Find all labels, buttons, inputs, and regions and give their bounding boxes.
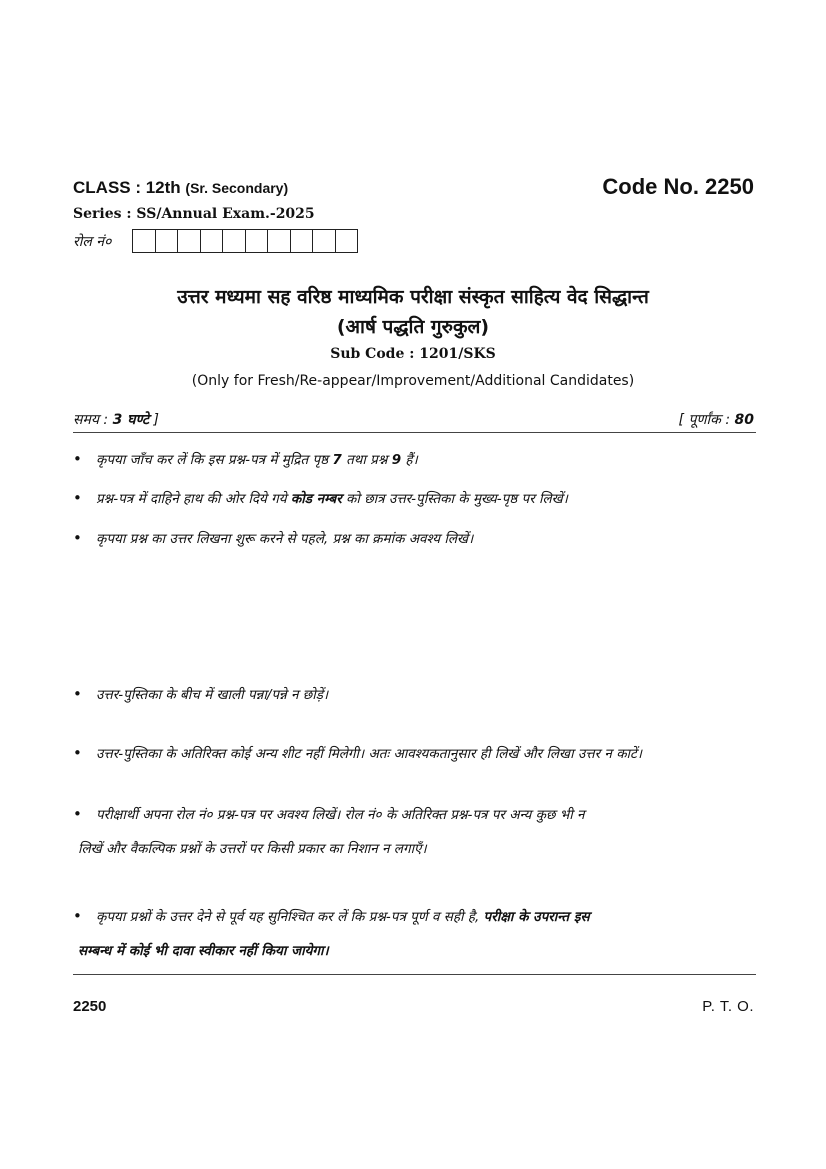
instruction-emphasis: सम्बन्ध में कोई भी दावा स्वीकार नहीं किया जायेगा। bbox=[78, 943, 329, 959]
roll-number-box[interactable] bbox=[313, 229, 336, 253]
exam-subtitle: (आर्ष पद्धति गुरुकुल) bbox=[336, 316, 490, 338]
roll-number-box[interactable] bbox=[291, 229, 314, 253]
bullet: • bbox=[73, 805, 82, 823]
instruction-text: कृपया जाँच कर लें कि इस प्रश्न-पत्र में मुद्रित पृष्ठ bbox=[96, 452, 333, 468]
roll-number-box[interactable] bbox=[133, 229, 156, 253]
instruction-item bbox=[73, 529, 756, 547]
instruction-text: कृपया प्रश्नों के उत्तर देने से पूर्व यह सुनिश्चित कर लें कि प्रश्न-पत्र पूर्ण व सही है, bbox=[96, 909, 484, 925]
marks-label: पूर्णांक : bbox=[688, 412, 735, 428]
roll-number-box[interactable] bbox=[336, 229, 359, 253]
instruction-item bbox=[73, 685, 756, 703]
roll-number-box[interactable] bbox=[201, 229, 224, 253]
instruction-emphasis: परीक्षा के उपरान्त इस bbox=[483, 909, 590, 925]
marks-bracket: [ bbox=[678, 412, 689, 428]
candidates-note: (Only for Fresh/Re-appear/Improvement/Additional Candidates) bbox=[191, 373, 635, 389]
question-count: 9 bbox=[391, 452, 402, 468]
time-bracket: ] bbox=[149, 412, 159, 428]
instruction-text: को छात्र उत्तर-पुस्तिका के मुख्य-पृष्ठ पर लिखें। bbox=[341, 491, 568, 507]
time-value: 3 घण्टे bbox=[112, 412, 150, 428]
instruction-text: परीक्षार्थी अपना रोल नं० प्रश्न-पत्र पर अवश्य लिखें। रोल नं० के अतिरिक्त प्रश्न-पत्र पर अन्य कुछ भी न bbox=[96, 807, 585, 823]
code-number: Code No. 2250 bbox=[602, 174, 754, 199]
bullet: • bbox=[73, 907, 82, 925]
please-turn-over: P. T. O. bbox=[702, 998, 754, 1015]
page-count: 7 bbox=[332, 452, 342, 468]
maximum-marks bbox=[679, 410, 754, 429]
instruction-item bbox=[73, 805, 756, 857]
instruction-item bbox=[73, 744, 756, 762]
roll-number-box[interactable] bbox=[223, 229, 246, 253]
roll-number-label: रोल नं० bbox=[73, 234, 112, 250]
time-allowed bbox=[73, 410, 159, 429]
class-sub: (Sr. Secondary) bbox=[185, 180, 289, 196]
instruction-item bbox=[73, 450, 756, 468]
time-label: समय : bbox=[73, 412, 113, 428]
series-label: Series : SS/Annual Exam.-2025 bbox=[73, 206, 315, 222]
class-main: CLASS : 12th bbox=[73, 178, 181, 197]
bullet: • bbox=[73, 744, 82, 762]
bottom-divider bbox=[73, 974, 756, 975]
roll-number-box[interactable] bbox=[246, 229, 269, 253]
roll-number-boxes[interactable] bbox=[132, 229, 358, 253]
roll-number-box[interactable] bbox=[178, 229, 201, 253]
code-number-emphasis: कोड नम्बर bbox=[290, 491, 342, 507]
instruction-text: उत्तर-पुस्तिका के अतिरिक्त कोई अन्य शीट नहीं मिलेगी। अतः आवश्यकतानुसार ही लिखें और लिखा उत्तर न काटें। bbox=[96, 746, 642, 762]
instruction-text: प्रश्न-पत्र में दाहिने हाथ की ओर दिये गये bbox=[96, 491, 291, 507]
instruction-text: हैं। bbox=[401, 452, 418, 468]
bullet: • bbox=[73, 685, 82, 703]
roll-number-box[interactable] bbox=[156, 229, 179, 253]
instruction-item bbox=[73, 907, 756, 959]
marks-value: 80 bbox=[734, 412, 754, 428]
bullet: • bbox=[73, 489, 82, 507]
sub-code: Sub Code : 1201/SKS bbox=[330, 346, 496, 362]
instruction-text: तथा प्रश्न bbox=[341, 452, 392, 468]
footer-code: 2250 bbox=[73, 998, 107, 1015]
class-label bbox=[73, 178, 288, 198]
instruction-text: लिखें और वैकल्पिक प्रश्नों के उत्तरों पर किसी प्रकार का निशान न लगाएँ। bbox=[78, 841, 427, 857]
instruction-text: कृपया प्रश्न का उत्तर लिखना शुरू करने से पहले, प्रश्न का क्रमांक अवश्य लिखें। bbox=[96, 531, 474, 547]
roll-number-box[interactable] bbox=[268, 229, 291, 253]
instruction-text: उत्तर-पुस्तिका के बीच में खाली पन्ना/पन्ने न छोड़ें। bbox=[96, 687, 329, 703]
exam-title: उत्तर मध्यमा सह वरिष्ठ माध्यमिक परीक्षा संस्कृत साहित्य वेद सिद्धान्त bbox=[177, 286, 649, 308]
bullet: • bbox=[73, 450, 82, 468]
bullet: • bbox=[73, 529, 82, 547]
top-divider bbox=[73, 432, 756, 433]
instruction-item bbox=[73, 489, 756, 507]
